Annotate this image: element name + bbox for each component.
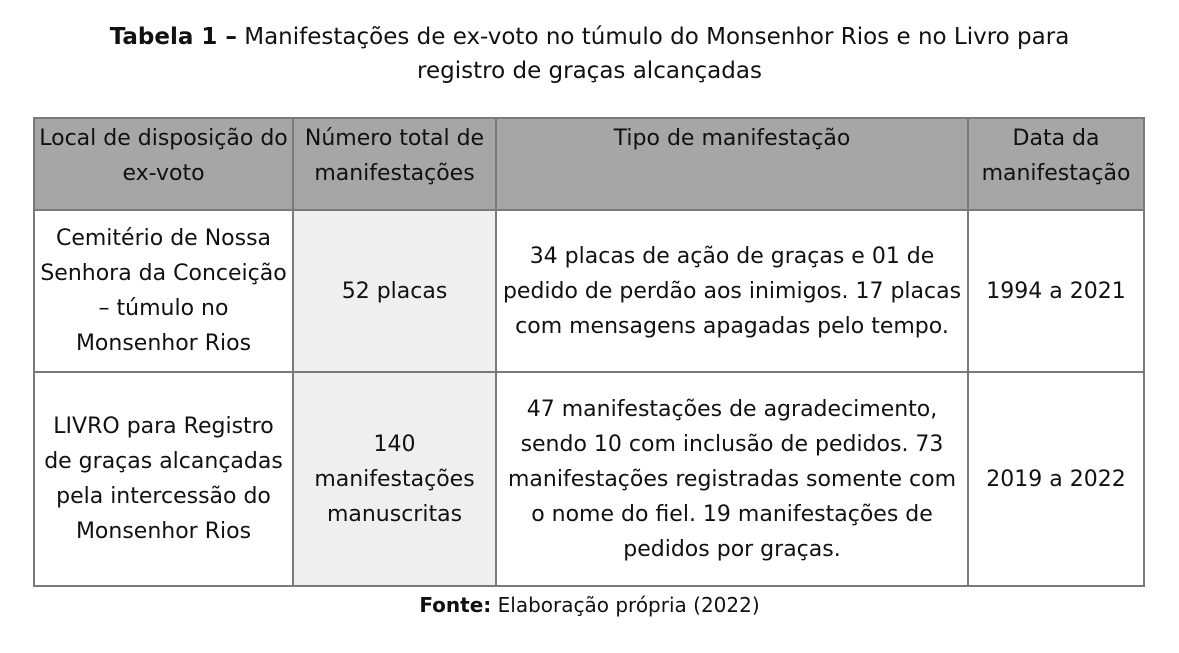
caption-line-1 xyxy=(60,20,1119,54)
table-row xyxy=(34,210,1144,372)
cell-data: 2019 a 2022 xyxy=(968,372,1144,586)
ex-voto-table xyxy=(33,117,1145,587)
header-local: Local de disposição do ex-voto xyxy=(34,118,293,210)
cell-local: LIVRO para Registro de graças alcançadas pela intercessão do Monsenhor Rios xyxy=(34,372,293,586)
caption-text: Manifestações de ex-voto no túmulo do Monsenhor Rios e no Livro para xyxy=(236,24,1070,50)
header-data: Data da manifestação xyxy=(968,118,1144,210)
header-total: Número total de manifestações xyxy=(293,118,496,210)
cell-tipo: 47 manifestações de agradecimento, sendo 10 com inclusão de pedidos. 73 manifestações registradas somente com o nome do fiel. 19 manifestações de pedidos por graças. xyxy=(496,372,968,586)
table-header-row xyxy=(34,118,1144,210)
source-label: Fonte: xyxy=(419,593,492,617)
cell-local: Cemitério de Nossa Senhora da Conceição – túmulo no Monsenhor Rios xyxy=(34,210,293,372)
source-text: Elaboração própria (2022) xyxy=(491,593,760,617)
caption-label: Tabela 1 – xyxy=(109,24,237,50)
cell-tipo: 34 placas de ação de graças e 01 de pedido de perdão aos inimigos. 17 placas com mensagens apagadas pelo tempo. xyxy=(496,210,968,372)
cell-total: 140 manifestações manuscritas xyxy=(293,372,496,586)
cell-total: 52 placas xyxy=(293,210,496,372)
table-row xyxy=(34,372,1144,586)
cell-data: 1994 a 2021 xyxy=(968,210,1144,372)
caption-line-2: registro de graças alcançadas xyxy=(417,58,762,84)
table-source xyxy=(60,591,1119,619)
header-tipo: Tipo de manifestação xyxy=(496,118,968,210)
table-caption xyxy=(60,20,1119,88)
